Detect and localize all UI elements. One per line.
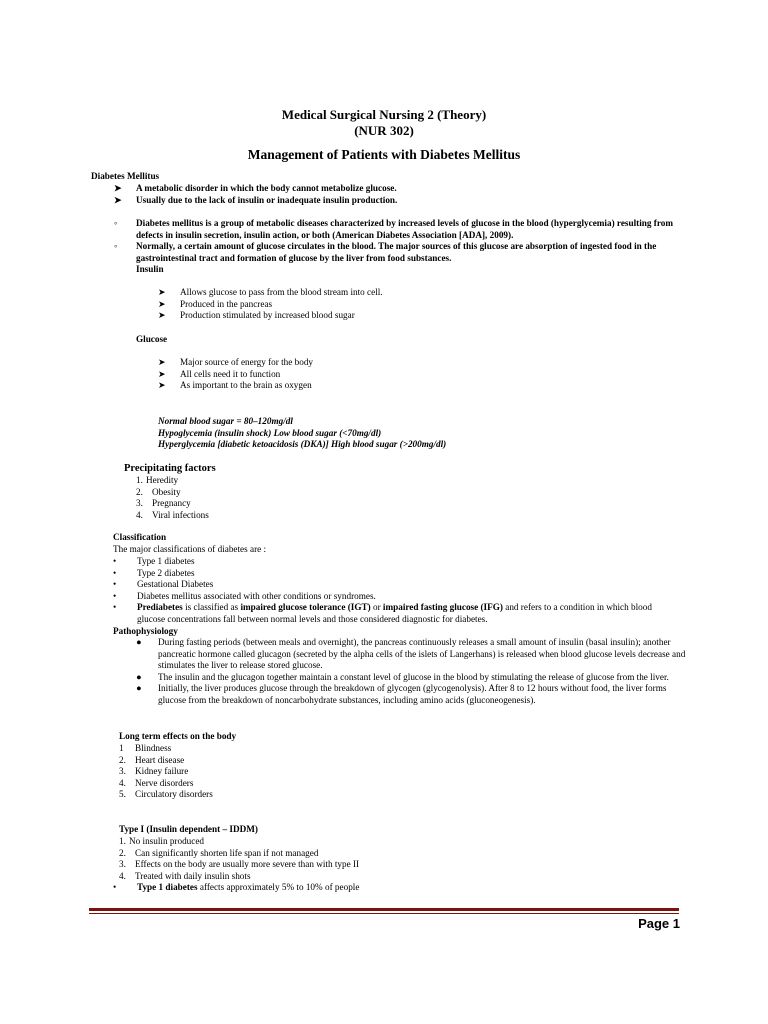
long-term-list [119, 743, 419, 801]
bullet-icon: • [113, 579, 117, 590]
precipitating-heading: Precipitating factors [124, 463, 216, 474]
glucose-heading: Glucose [136, 334, 168, 344]
pathophysiology-list [136, 637, 696, 707]
arrow-bullet-icon: ➤ [158, 287, 166, 297]
bullet-icon: • [113, 602, 117, 613]
list-item: 2. Heart disease [119, 754, 185, 765]
list-item: ➤ Major source of energy for the body [158, 357, 314, 367]
bullet-icon: ● [136, 637, 142, 647]
page-number: Page 1 [638, 916, 680, 931]
list-item: 3. Kidney failure [119, 766, 189, 777]
glucose-list [158, 357, 658, 392]
arrow-bullet-icon: ➤ [158, 380, 166, 391]
list-item: 5. Circulatory disorders [119, 789, 213, 800]
list-item: ➤ Production stimulated by increased blood sugar [158, 310, 355, 321]
circle-bullet-icon: ◦ [114, 218, 118, 228]
list-item: ➤ Produced in the pancreas [158, 298, 273, 309]
list-item: ➤ As important to the brain as oxygen [158, 380, 312, 391]
classification-intro: The major classifications of diabetes are : [113, 544, 267, 554]
arrow-bullet-icon: ➤ [158, 368, 166, 379]
list-item: ◦ Diabetes mellitus is a group of metabolic diseases characterized by increased levels of glucose in the blood (hyperglycemia) resulting from defects in insulin secretion, insulin action, or both (American Diabetes Association [ADA], 2009). [114, 218, 673, 240]
bullet-icon: • [113, 567, 117, 578]
footer-rule [89, 908, 679, 911]
bullet-icon: • [113, 556, 117, 566]
hypoglycemia-line: Hypoglycemia (insulin shock) Low blood sugar (<70mg/dl) [158, 428, 382, 438]
list-item: 1 Blindness [119, 743, 172, 753]
list-item: ● The insulin and the glucagon together maintain a constant level of glucose in the blood by stimulating the release of glucose from the liver. [136, 671, 669, 682]
list-item: • Type 1 diabetes [113, 556, 195, 566]
list-item: 4. Treated with daily insulin shots [119, 870, 251, 881]
list-item: 2. Obesity [136, 486, 181, 497]
type1-heading: Type I (Insulin dependent – IDDM) [119, 824, 258, 834]
normal-blood-sugar: Normal blood sugar = 80–120mg/dl [158, 416, 293, 426]
list-item: ➤ A metabolic disorder in which the body cannot metabolize glucose. [114, 183, 397, 193]
list-item: 4. Nerve disorders [119, 777, 194, 788]
dm-arrow-list [114, 183, 674, 206]
document-title: Medical Surgical Nursing 2 (Theory) [281, 107, 487, 122]
insulin-heading: Insulin [136, 264, 164, 274]
list-item: ◦ Normally, a certain amount of glucose circulates in the blood. The major sources of this glucose are absorption of ingested food in the gastrointestinal tract and formation of glucose by the liver from food substances. [114, 241, 657, 263]
list-item: 2. Can significantly shorten life span if not managed [119, 847, 319, 858]
list-item: 3. Pregnancy [136, 498, 191, 509]
classification-list [113, 556, 678, 626]
insulin-list [158, 287, 658, 322]
list-item: ➤ Allows glucose to pass from the blood stream into cell. [158, 287, 383, 297]
type1-list [119, 836, 619, 882]
list-item: • Gestational Diabetes [113, 579, 214, 590]
bullet-icon: • [113, 590, 117, 601]
course-code: (NUR 302) [354, 123, 414, 138]
list-item: ● Initially, the liver produces glucose through the breakdown of glycogen (glycogenolysis). After 8 to 12 hours without food, the liver forms glucose from the breakdown of noncarbohydrate substances, including amino acids (gluconeogenesis). [136, 683, 667, 705]
pathophysiology-heading: Pathophysiology [113, 626, 178, 636]
arrow-bullet-icon: ➤ [114, 183, 122, 193]
list-item: 4. Viral infections [136, 509, 209, 520]
list-item: • Diabetes mellitus associated with other conditions or syndromes. [113, 590, 376, 601]
arrow-bullet-icon: ➤ [114, 194, 122, 205]
arrow-bullet-icon: ➤ [158, 357, 166, 367]
classification-heading: Classification [113, 532, 167, 542]
list-item: ● During fasting periods (between meals and overnight), the pancreas continuously releases a small amount of insulin (basal insulin); another pancreatic hormone called glucagon (secreted by the alpha cells of the islets of Langerhans) is released when blood glucose levels decrease and stimulates the liver to release stored glucose. [136, 637, 686, 671]
list-item: 3. Effects on the body are usually more severe than with type II [119, 859, 360, 870]
dm-circle-list [114, 218, 676, 264]
circle-bullet-icon: ◦ [114, 241, 118, 252]
prediabetes-item: • Prediabetes is classified as impaired glucose tolerance (IGT) or impaired fasting glucose (IFG) and refers to a condition in which blood glucose concentrations fall between normal levels and those considered diagnostic for diabetes. [113, 602, 652, 624]
type1-prevalence: • Type 1 diabetes affects approximately 5% to 10% of people [113, 882, 360, 892]
footer-rule-thin [89, 913, 679, 914]
list-item: • Type 2 diabetes [113, 567, 195, 578]
document-subtitle: Management of Patients with Diabetes Mellitus [247, 147, 521, 162]
list-item: ➤ Usually due to the lack of insulin or inadequate insulin production. [114, 194, 398, 205]
arrow-bullet-icon: ➤ [158, 298, 166, 309]
long-term-heading: Long term effects on the body [119, 731, 237, 741]
bullet-icon: ● [136, 671, 142, 682]
list-item: 1. No insulin produced [119, 836, 205, 846]
list-item: 1. Heredity [136, 475, 179, 485]
bullet-icon: ● [136, 683, 142, 694]
dm-heading: Diabetes Mellitus [91, 171, 160, 181]
arrow-bullet-icon: ➤ [158, 310, 166, 321]
precipitating-list [136, 475, 436, 521]
bullet-icon: • [113, 882, 117, 892]
list-item: ➤ All cells need it to function [158, 368, 281, 379]
hyperglycemia-line: Hyperglycemia [diabetic ketoacidosis (DKA)] High blood sugar (>200mg/dl) [158, 439, 447, 449]
